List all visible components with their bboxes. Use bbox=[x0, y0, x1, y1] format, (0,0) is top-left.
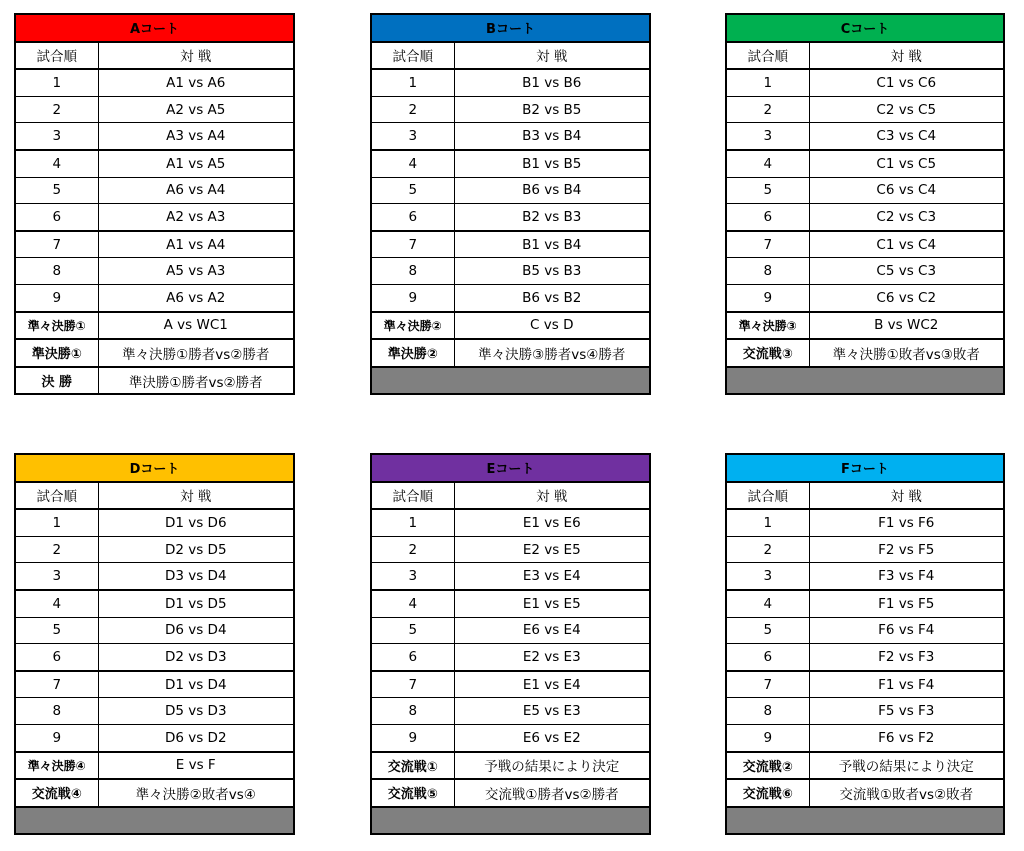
match-order: 3 bbox=[726, 563, 809, 590]
column-header-row bbox=[15, 42, 294, 70]
match-row bbox=[15, 177, 294, 204]
playoff-pairing: 交流戦①敗者vs②敗者 bbox=[809, 779, 1004, 807]
match-pairing: B1 vs B6 bbox=[454, 69, 650, 96]
match-order: 8 bbox=[726, 258, 809, 285]
match-order: 4 bbox=[726, 150, 809, 177]
playoff-row bbox=[15, 779, 294, 807]
playoff-label: 準決勝② bbox=[371, 339, 454, 367]
playoff-label: 準々決勝② bbox=[371, 312, 454, 340]
match-pairing: C1 vs C6 bbox=[809, 69, 1004, 96]
match-order: 5 bbox=[15, 617, 98, 644]
match-pairing: D1 vs D5 bbox=[98, 590, 294, 617]
match-pairing: C3 vs C4 bbox=[809, 123, 1004, 150]
court-title: Dコート bbox=[15, 454, 294, 482]
court-title-row bbox=[15, 14, 294, 42]
column-header-order: 試合順 bbox=[726, 482, 809, 510]
match-pairing: D1 vs D6 bbox=[98, 509, 294, 536]
playoff-label: 準々決勝④ bbox=[15, 752, 98, 780]
court-title: Bコート bbox=[371, 14, 650, 42]
court-title: Cコート bbox=[726, 14, 1004, 42]
court-table-e bbox=[370, 453, 651, 835]
match-pairing: A2 vs A5 bbox=[98, 96, 294, 123]
match-pairing: E2 vs E5 bbox=[454, 536, 650, 563]
playoff-row bbox=[371, 339, 650, 367]
match-pairing: F1 vs F4 bbox=[809, 671, 1004, 698]
match-pairing: F3 vs F4 bbox=[809, 563, 1004, 590]
court-title-row bbox=[726, 454, 1004, 482]
match-order: 8 bbox=[371, 258, 454, 285]
column-header-match: 対 戦 bbox=[454, 482, 650, 510]
match-order: 8 bbox=[15, 698, 98, 725]
match-order: 4 bbox=[371, 590, 454, 617]
match-row bbox=[726, 698, 1004, 725]
match-row bbox=[371, 231, 650, 258]
playoff-pairing: 予戦の結果により決定 bbox=[809, 752, 1004, 780]
empty-filler-cell bbox=[726, 807, 1004, 835]
playoff-pairing: A vs WC1 bbox=[98, 312, 294, 340]
match-row bbox=[15, 509, 294, 536]
match-order: 4 bbox=[15, 590, 98, 617]
empty-filler-cell bbox=[371, 807, 650, 835]
empty-filler-cell bbox=[371, 367, 650, 395]
match-row bbox=[371, 617, 650, 644]
match-order: 9 bbox=[726, 724, 809, 751]
match-pairing: A1 vs A5 bbox=[98, 150, 294, 177]
playoff-pairing: B vs WC2 bbox=[809, 312, 1004, 340]
column-header-order: 試合順 bbox=[15, 42, 98, 70]
match-order: 9 bbox=[371, 284, 454, 311]
match-order: 3 bbox=[15, 563, 98, 590]
match-pairing: D6 vs D2 bbox=[98, 724, 294, 751]
match-order: 6 bbox=[15, 644, 98, 671]
match-pairing: B1 vs B4 bbox=[454, 231, 650, 258]
match-row bbox=[15, 204, 294, 231]
column-header-row bbox=[371, 42, 650, 70]
playoff-row bbox=[371, 752, 650, 780]
match-order: 1 bbox=[371, 509, 454, 536]
match-row bbox=[371, 698, 650, 725]
match-pairing: A3 vs A4 bbox=[98, 123, 294, 150]
match-order: 7 bbox=[371, 671, 454, 698]
column-header-order: 試合順 bbox=[726, 42, 809, 70]
court-table-c bbox=[725, 13, 1005, 395]
playoff-label: 交流戦③ bbox=[726, 339, 809, 367]
court-title-row bbox=[15, 454, 294, 482]
empty-filler-row bbox=[726, 807, 1004, 835]
empty-filler-row bbox=[15, 807, 294, 835]
match-order: 3 bbox=[726, 123, 809, 150]
match-row bbox=[726, 96, 1004, 123]
playoff-label: 交流戦⑥ bbox=[726, 779, 809, 807]
empty-filler-row bbox=[371, 367, 650, 395]
match-row bbox=[726, 671, 1004, 698]
match-row bbox=[726, 123, 1004, 150]
court-title-row bbox=[371, 454, 650, 482]
match-order: 7 bbox=[15, 671, 98, 698]
match-pairing: B2 vs B5 bbox=[454, 96, 650, 123]
match-order: 3 bbox=[371, 123, 454, 150]
match-pairing: B3 vs B4 bbox=[454, 123, 650, 150]
match-row bbox=[371, 69, 650, 96]
court-title: Aコート bbox=[15, 14, 294, 42]
match-row bbox=[726, 150, 1004, 177]
match-pairing: E1 vs E4 bbox=[454, 671, 650, 698]
match-order: 2 bbox=[726, 536, 809, 563]
match-row bbox=[15, 563, 294, 590]
empty-filler-row bbox=[371, 807, 650, 835]
match-row bbox=[371, 150, 650, 177]
match-row bbox=[15, 284, 294, 311]
match-order: 7 bbox=[371, 231, 454, 258]
match-row bbox=[371, 671, 650, 698]
match-pairing: E1 vs E5 bbox=[454, 590, 650, 617]
match-pairing: F6 vs F2 bbox=[809, 724, 1004, 751]
match-row bbox=[726, 644, 1004, 671]
match-row bbox=[15, 671, 294, 698]
match-order: 1 bbox=[371, 69, 454, 96]
match-order: 7 bbox=[15, 231, 98, 258]
court-title-row bbox=[726, 14, 1004, 42]
match-row bbox=[15, 123, 294, 150]
column-header-match: 対 戦 bbox=[98, 482, 294, 510]
match-pairing: B5 vs B3 bbox=[454, 258, 650, 285]
playoff-pairing: C vs D bbox=[454, 312, 650, 340]
court-table-f bbox=[725, 453, 1005, 835]
match-pairing: F2 vs F5 bbox=[809, 536, 1004, 563]
match-order: 5 bbox=[371, 177, 454, 204]
match-order: 8 bbox=[371, 698, 454, 725]
match-row bbox=[371, 123, 650, 150]
match-row bbox=[371, 96, 650, 123]
playoff-row bbox=[726, 339, 1004, 367]
playoff-row bbox=[726, 752, 1004, 780]
match-pairing: B6 vs B2 bbox=[454, 284, 650, 311]
match-row bbox=[371, 536, 650, 563]
match-order: 2 bbox=[15, 96, 98, 123]
match-order: 4 bbox=[371, 150, 454, 177]
column-header-order: 試合順 bbox=[371, 42, 454, 70]
match-order: 5 bbox=[15, 177, 98, 204]
empty-filler-cell bbox=[726, 367, 1004, 395]
playoff-pairing: 交流戦①勝者vs②勝者 bbox=[454, 779, 650, 807]
playoff-row bbox=[371, 312, 650, 340]
playoff-row bbox=[15, 752, 294, 780]
column-header-row bbox=[15, 482, 294, 510]
match-order: 5 bbox=[371, 617, 454, 644]
match-row bbox=[726, 617, 1004, 644]
playoff-pairing: 準々決勝②敗者vs④ bbox=[98, 779, 294, 807]
match-pairing: E2 vs E3 bbox=[454, 644, 650, 671]
playoff-pairing: 準決勝①勝者vs②勝者 bbox=[98, 367, 294, 395]
match-row bbox=[371, 590, 650, 617]
playoff-label: 交流戦② bbox=[726, 752, 809, 780]
match-order: 9 bbox=[371, 724, 454, 751]
playoff-pairing: 予戦の結果により決定 bbox=[454, 752, 650, 780]
court-table-a bbox=[14, 13, 295, 395]
match-pairing: A2 vs A3 bbox=[98, 204, 294, 231]
match-order: 6 bbox=[15, 204, 98, 231]
column-header-order: 試合順 bbox=[15, 482, 98, 510]
match-row bbox=[371, 177, 650, 204]
match-order: 7 bbox=[726, 671, 809, 698]
playoff-row bbox=[15, 339, 294, 367]
match-order: 6 bbox=[726, 204, 809, 231]
match-pairing: D1 vs D4 bbox=[98, 671, 294, 698]
playoff-label: 準々決勝③ bbox=[726, 312, 809, 340]
court-title: Fコート bbox=[726, 454, 1004, 482]
match-pairing: B2 vs B3 bbox=[454, 204, 650, 231]
match-pairing: D5 vs D3 bbox=[98, 698, 294, 725]
empty-filler-cell bbox=[15, 807, 294, 835]
column-header-row bbox=[371, 482, 650, 510]
playoff-row bbox=[371, 779, 650, 807]
match-order: 1 bbox=[15, 69, 98, 96]
column-header-order: 試合順 bbox=[371, 482, 454, 510]
match-order: 1 bbox=[726, 509, 809, 536]
match-pairing: F1 vs F6 bbox=[809, 509, 1004, 536]
court-table-d bbox=[14, 453, 295, 835]
match-pairing: C1 vs C5 bbox=[809, 150, 1004, 177]
playoff-row bbox=[15, 312, 294, 340]
playoff-pairing: 準々決勝①敗者vs③敗者 bbox=[809, 339, 1004, 367]
match-pairing: E6 vs E2 bbox=[454, 724, 650, 751]
column-header-row bbox=[726, 482, 1004, 510]
match-pairing: C6 vs C4 bbox=[809, 177, 1004, 204]
match-pairing: C6 vs C2 bbox=[809, 284, 1004, 311]
match-order: 3 bbox=[371, 563, 454, 590]
match-order: 6 bbox=[726, 644, 809, 671]
match-order: 1 bbox=[15, 509, 98, 536]
match-row bbox=[15, 96, 294, 123]
match-pairing: A5 vs A3 bbox=[98, 258, 294, 285]
column-header-match: 対 戦 bbox=[809, 42, 1004, 70]
match-row bbox=[15, 536, 294, 563]
match-row bbox=[371, 509, 650, 536]
match-pairing: A1 vs A4 bbox=[98, 231, 294, 258]
playoff-label: 交流戦① bbox=[371, 752, 454, 780]
match-pairing: F6 vs F4 bbox=[809, 617, 1004, 644]
match-row bbox=[371, 644, 650, 671]
match-order: 4 bbox=[726, 590, 809, 617]
match-pairing: D6 vs D4 bbox=[98, 617, 294, 644]
match-order: 3 bbox=[15, 123, 98, 150]
match-pairing: C2 vs C5 bbox=[809, 96, 1004, 123]
match-pairing: A1 vs A6 bbox=[98, 69, 294, 96]
match-pairing: B6 vs B4 bbox=[454, 177, 650, 204]
match-pairing: F5 vs F3 bbox=[809, 698, 1004, 725]
match-row bbox=[15, 150, 294, 177]
court-title: Eコート bbox=[371, 454, 650, 482]
match-order: 8 bbox=[15, 258, 98, 285]
match-row bbox=[726, 177, 1004, 204]
match-order: 7 bbox=[726, 231, 809, 258]
match-row bbox=[15, 617, 294, 644]
playoff-pairing: 準々決勝①勝者vs②勝者 bbox=[98, 339, 294, 367]
match-row bbox=[15, 698, 294, 725]
match-order: 9 bbox=[15, 284, 98, 311]
match-row bbox=[726, 69, 1004, 96]
match-pairing: E1 vs E6 bbox=[454, 509, 650, 536]
match-row bbox=[726, 509, 1004, 536]
playoff-label: 交流戦④ bbox=[15, 779, 98, 807]
playoff-label: 交流戦⑤ bbox=[371, 779, 454, 807]
column-header-match: 対 戦 bbox=[98, 42, 294, 70]
playoff-pairing: E vs F bbox=[98, 752, 294, 780]
match-pairing: C5 vs C3 bbox=[809, 258, 1004, 285]
playoff-label: 準々決勝① bbox=[15, 312, 98, 340]
playoff-label: 決 勝 bbox=[15, 367, 98, 395]
match-row bbox=[726, 724, 1004, 751]
match-pairing: E3 vs E4 bbox=[454, 563, 650, 590]
playoff-pairing: 準々決勝③勝者vs④勝者 bbox=[454, 339, 650, 367]
playoff-row bbox=[15, 367, 294, 395]
empty-filler-row bbox=[726, 367, 1004, 395]
match-pairing: B1 vs B5 bbox=[454, 150, 650, 177]
match-order: 4 bbox=[15, 150, 98, 177]
match-row bbox=[371, 724, 650, 751]
match-pairing: E6 vs E4 bbox=[454, 617, 650, 644]
match-pairing: A6 vs A2 bbox=[98, 284, 294, 311]
court-title-row bbox=[371, 14, 650, 42]
match-row bbox=[371, 563, 650, 590]
match-row bbox=[726, 231, 1004, 258]
match-pairing: A6 vs A4 bbox=[98, 177, 294, 204]
match-order: 1 bbox=[726, 69, 809, 96]
match-row bbox=[15, 258, 294, 285]
column-header-match: 対 戦 bbox=[454, 42, 650, 70]
match-row bbox=[371, 204, 650, 231]
match-row bbox=[15, 724, 294, 751]
playoff-row bbox=[726, 312, 1004, 340]
match-pairing: D2 vs D5 bbox=[98, 536, 294, 563]
match-order: 9 bbox=[726, 284, 809, 311]
match-order: 2 bbox=[15, 536, 98, 563]
match-row bbox=[726, 563, 1004, 590]
column-header-row bbox=[726, 42, 1004, 70]
match-order: 6 bbox=[371, 644, 454, 671]
match-row bbox=[15, 69, 294, 96]
match-order: 9 bbox=[15, 724, 98, 751]
match-row bbox=[726, 258, 1004, 285]
match-row bbox=[15, 231, 294, 258]
match-order: 2 bbox=[371, 536, 454, 563]
match-pairing: D3 vs D4 bbox=[98, 563, 294, 590]
match-order: 8 bbox=[726, 698, 809, 725]
match-row bbox=[371, 258, 650, 285]
match-order: 5 bbox=[726, 177, 809, 204]
match-row bbox=[15, 590, 294, 617]
match-pairing: F1 vs F5 bbox=[809, 590, 1004, 617]
match-row bbox=[371, 284, 650, 311]
match-pairing: D2 vs D3 bbox=[98, 644, 294, 671]
match-row bbox=[726, 204, 1004, 231]
column-header-match: 対 戦 bbox=[809, 482, 1004, 510]
match-row bbox=[726, 590, 1004, 617]
match-pairing: C1 vs C4 bbox=[809, 231, 1004, 258]
match-order: 2 bbox=[371, 96, 454, 123]
match-pairing: E5 vs E3 bbox=[454, 698, 650, 725]
match-row bbox=[726, 284, 1004, 311]
match-order: 6 bbox=[371, 204, 454, 231]
match-order: 5 bbox=[726, 617, 809, 644]
match-row bbox=[15, 644, 294, 671]
match-order: 2 bbox=[726, 96, 809, 123]
playoff-row bbox=[726, 779, 1004, 807]
court-table-b bbox=[370, 13, 651, 395]
match-row bbox=[726, 536, 1004, 563]
match-pairing: C2 vs C3 bbox=[809, 204, 1004, 231]
match-pairing: F2 vs F3 bbox=[809, 644, 1004, 671]
playoff-label: 準決勝① bbox=[15, 339, 98, 367]
